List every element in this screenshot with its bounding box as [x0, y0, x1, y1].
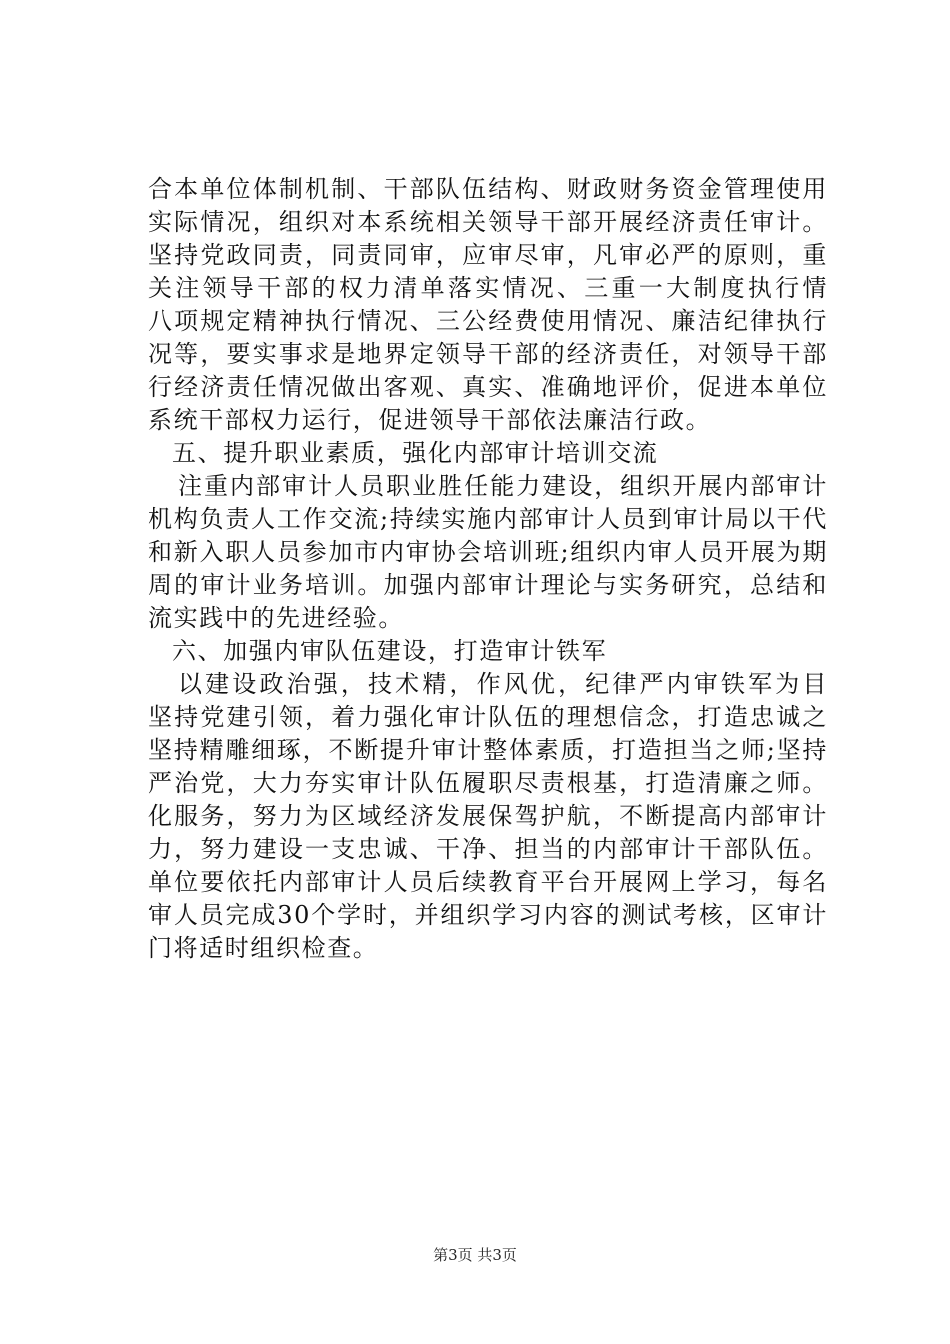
text-line: 关注领导干部的权力清单落实情况、三重一大制度执行情 [148, 274, 828, 302]
text-line: 化服务，努力为区域经济发展保驾护航，不断提高内部审计 [148, 802, 828, 830]
text-line: 况等，要实事求是地界定领导干部的经济责任，对领导干部 [148, 340, 828, 368]
text-line: 合本单位体制机制、干部队伍结构、财政财务资金管理使用 [148, 175, 828, 203]
text-line: 门将适时组织检查。 [148, 934, 379, 962]
text-line: 坚持党政同责，同责同审，应审尽审，凡审必严的原则，重 [148, 241, 828, 269]
text-line: 机构负责人工作交流;持续实施内部审计人员到审计局以干代 [148, 505, 828, 533]
text-line: 八项规定精神执行情况、三公经费使用情况、廉洁纪律执行 [148, 307, 828, 335]
page-number-footer: 第3页 共3页 [433, 1246, 517, 1264]
text-line: 坚持党建引领，着力强化审计队伍的理想信念，打造忠诚之 [148, 703, 828, 731]
text-line: 严治党，大力夯实审计队伍履职尽责根基，打造清廉之师。 [148, 769, 828, 797]
text-line: 力，努力建设一支忠诚、干净、担当的内部审计干部队伍。 [148, 835, 828, 863]
text-line: 注重内部审计人员职业胜任能力建设，组织开展内部审计 [178, 472, 828, 500]
text-line: 行经济责任情况做出客观、真实、准确地评价，促进本单位 [148, 373, 828, 401]
section-heading: 六、加强内审队伍建设，打造审计铁军 [172, 637, 608, 665]
text-line: 实际情况，组织对本系统相关领导干部开展经济责任审计。 [148, 208, 828, 236]
document-body [148, 173, 828, 965]
text-line: 系统干部权力运行，促进领导干部依法廉洁行政。 [148, 406, 712, 434]
text-line: 单位要依托内部审计人员后续教育平台开展网上学习，每名 [148, 868, 828, 896]
text-line: 和新入职人员参加市内审协会培训班;组织内审人员开展为期 [148, 538, 828, 566]
text-line: 审人员完成30个学时，并组织学习内容的测试考核，区审计 [148, 901, 828, 929]
section-heading: 五、提升职业素质，强化内部审计培训交流 [172, 439, 659, 467]
text-line: 流实践中的先进经验。 [148, 604, 404, 632]
text-line: 坚持精雕细琢，不断提升审计整体素质，打造担当之师;坚持 [148, 736, 828, 764]
text-line: 周的审计业务培训。加强内部审计理论与实务研究，总结和 [148, 571, 828, 599]
text-line: 以建设政治强，技术精，作风优，纪律严内审铁军为目 [178, 670, 828, 698]
